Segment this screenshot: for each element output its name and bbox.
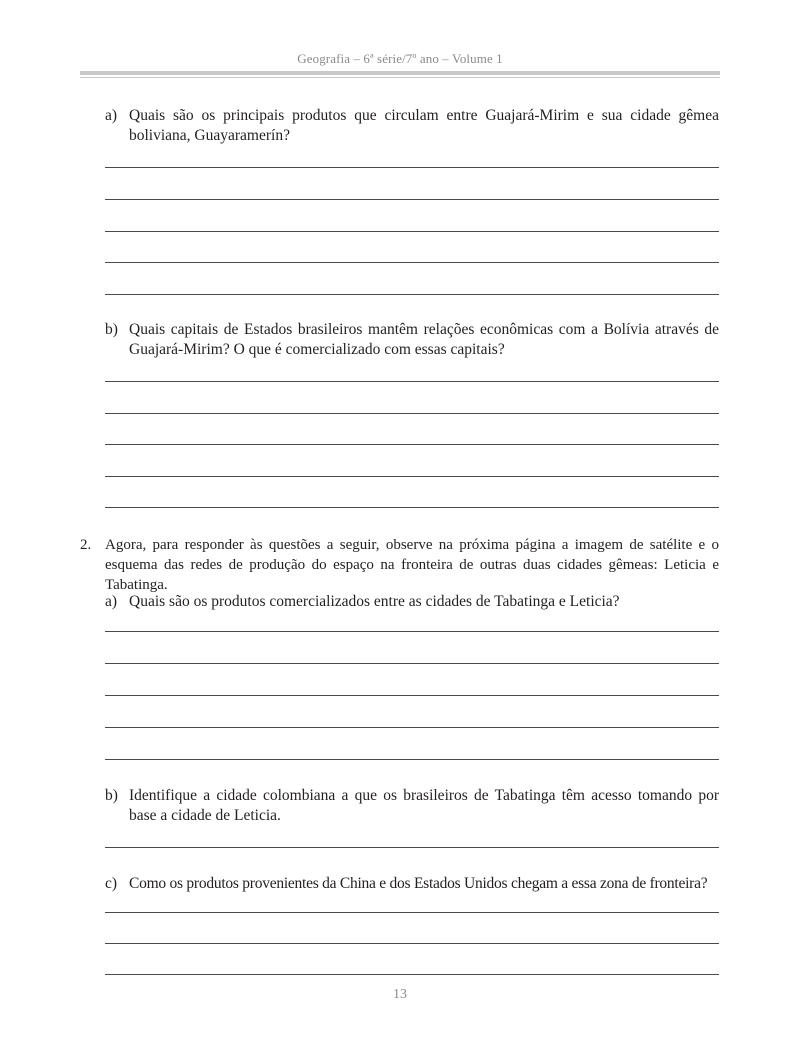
answer-line-2a-4[interactable] [105,727,719,728]
question-2c-label: c) [105,875,118,892]
answer-line-1b-2[interactable] [105,413,719,414]
answer-line-2a-3[interactable] [105,695,719,696]
question-1a-text: Quais são os principais produtos que circulam entre Guajará-Mirim e sua cidade gêmea boliviana, Guayaramerín? [129,107,719,144]
question-2a-text: Quais são os produtos comercializados entre as cidades de Tabatinga e Leticia? [129,593,620,610]
question-1a [105,106,719,146]
answer-line-1a-4[interactable] [105,262,719,263]
question-2b-text: Identifique a cidade colombiana a que os brasileiros de Tabatinga têm acesso tomando por base a cidade de Leticia. [129,787,719,824]
answer-line-1b-1[interactable] [105,381,719,382]
page-header: Geografia – 6ª série/7º ano – Volume 1 [297,51,503,66]
question-1a-label: a) [105,107,118,124]
question-2b-label: b) [105,787,118,804]
question-2 [80,535,719,593]
question-2b [105,786,719,826]
question-2c [105,874,719,894]
question-2a-label: a) [105,593,118,610]
answer-line-1b-5[interactable] [105,507,719,508]
answer-line-1b-4[interactable] [105,476,719,477]
question-2-label: 2. [80,537,92,553]
header-rule-thick [80,71,720,75]
question-2c-text: Como os produtos provenientes da China e dos Estados Unidos chegam a essa zona de fronteira? [129,875,708,892]
header-rule-thin [80,77,720,78]
answer-line-1b-3[interactable] [105,444,719,445]
answer-line-2c-2[interactable] [105,943,719,944]
question-1b [105,320,719,360]
answer-line-1a-1[interactable] [105,167,719,168]
answer-line-2a-5[interactable] [105,759,719,760]
question-1b-label: b) [105,321,118,338]
answer-line-1a-3[interactable] [105,231,719,232]
answer-line-2a-1[interactable] [105,631,719,632]
question-1b-text: Quais capitais de Estados brasileiros mantêm relações econômicas com a Bolívia através de Guajará-Mirim? O que é comercializado com essas capitais? [129,321,719,358]
page-number: 13 [393,987,407,1002]
question-2a [105,592,719,612]
answer-line-2a-2[interactable] [105,663,719,664]
question-2-text: Agora, para responder às questões a seguir, observe na próxima página a imagem de satélite e o esquema das redes de produção do espaço na fronteira de outras duas cidades gêmeas: Leticia e Tabatinga. [105,537,719,593]
answer-line-2c-3[interactable] [105,974,719,975]
answer-line-2b-1[interactable] [105,847,719,848]
answer-line-1a-2[interactable] [105,199,719,200]
answer-line-1a-5[interactable] [105,294,719,295]
answer-line-2c-1[interactable] [105,912,719,913]
